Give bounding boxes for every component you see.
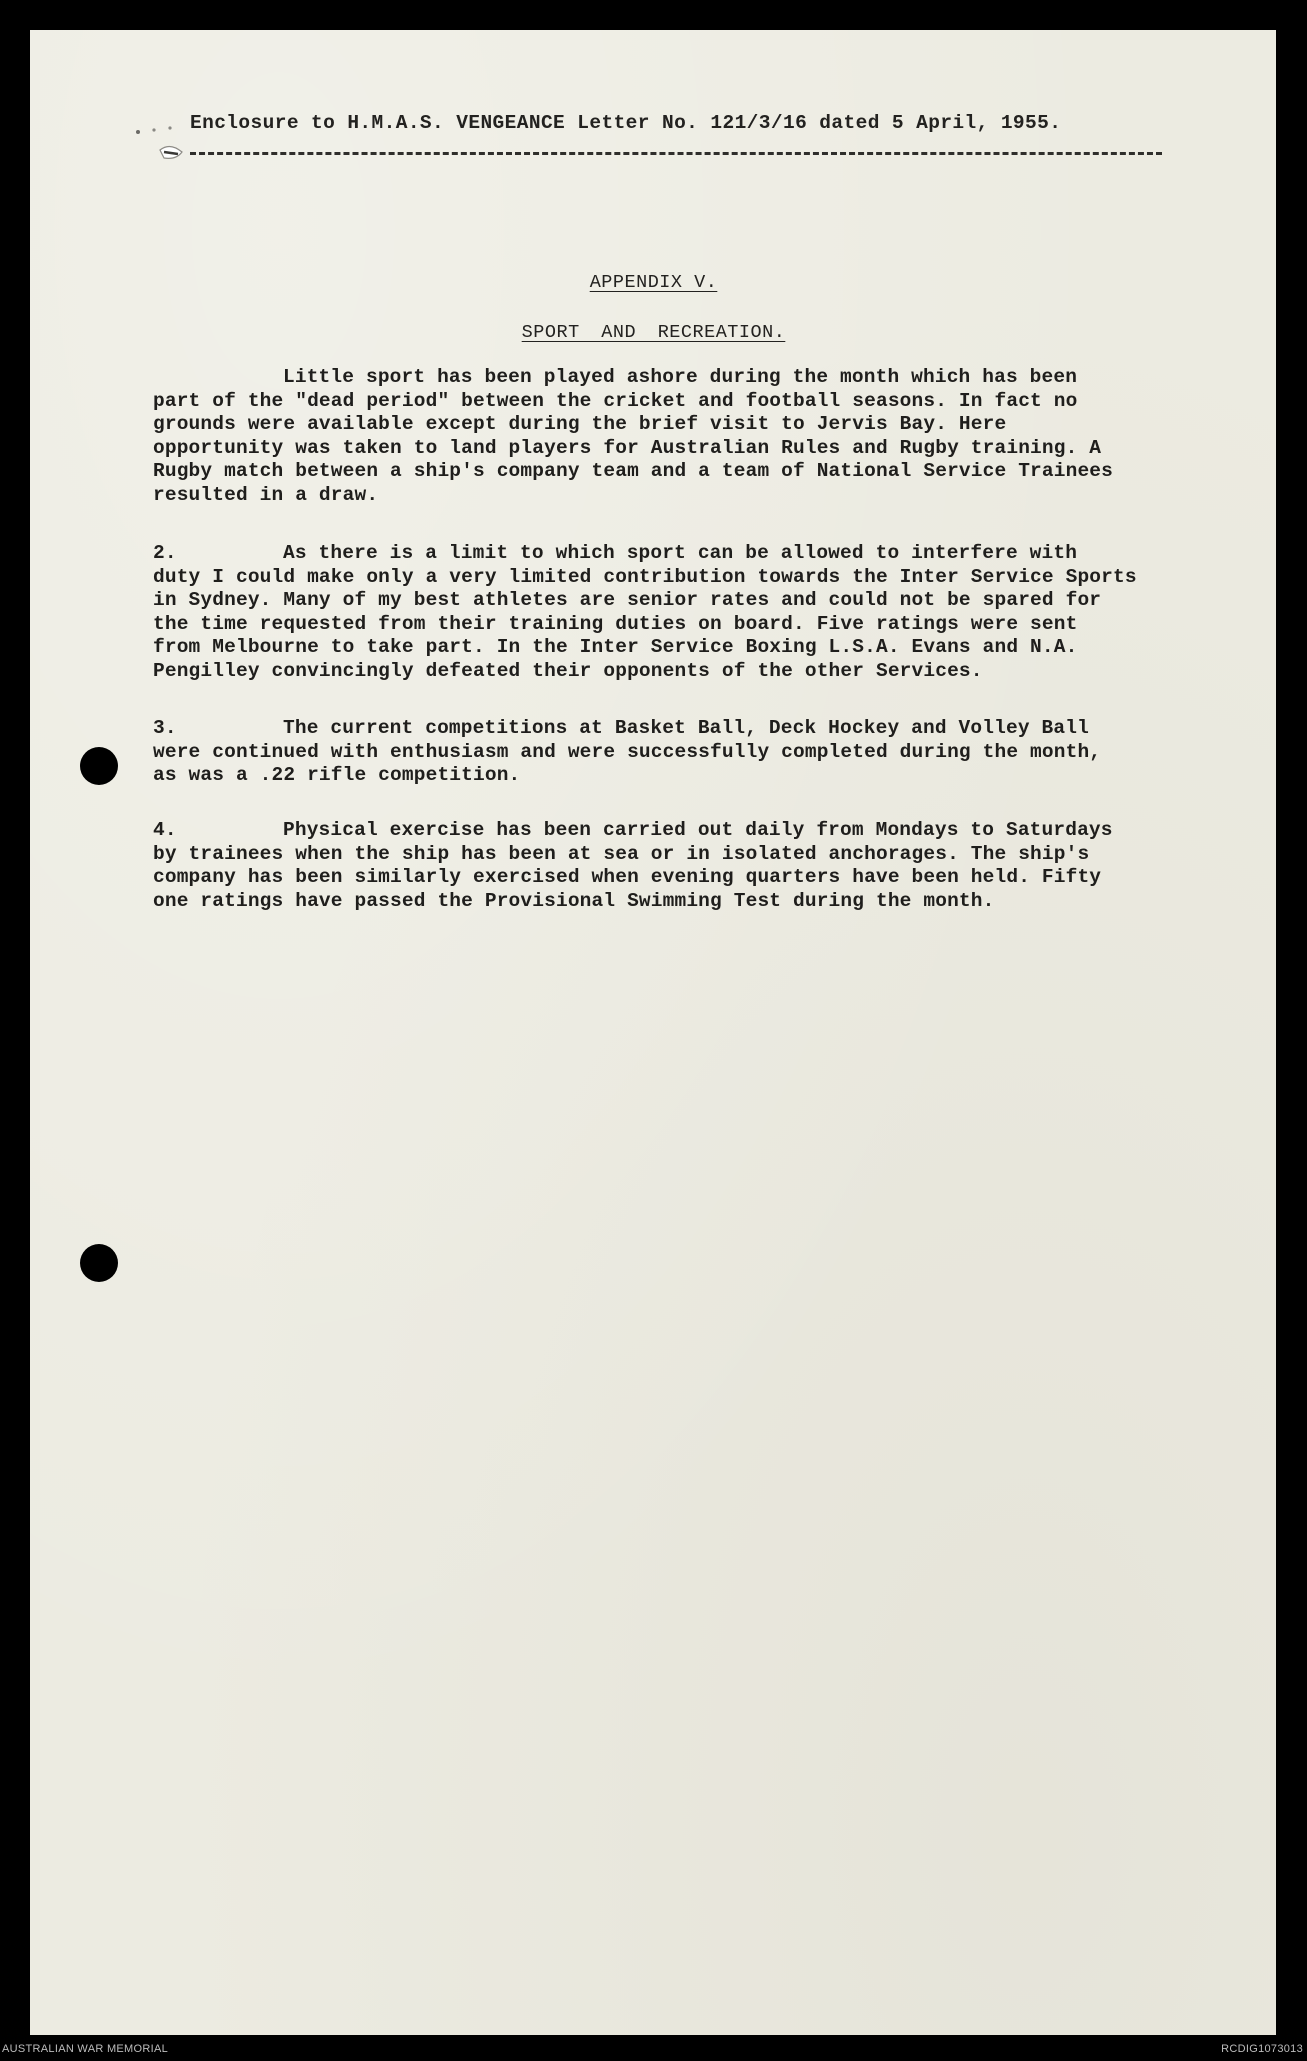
- paragraph-1: [153, 366, 1213, 507]
- paragraph-line: the time requested from their training duties on board. Five ratings were sent: [153, 612, 1078, 635]
- paragraph-number: 4.: [153, 819, 177, 841]
- paragraph-2: [153, 542, 1213, 683]
- archive-credit: AUSTRALIAN WAR MEMORIAL: [2, 2043, 169, 2055]
- paragraph-line: As there is a limit to which sport can be allowed to interfere with: [283, 542, 1078, 564]
- paragraph-line: part of the "dead period" between the cricket and football seasons. In fact no: [153, 389, 1078, 412]
- paragraph-line: were continued with enthusiasm and were successfully completed during the month,: [153, 740, 1102, 763]
- paragraph-line: as was a .22 rifle competition.: [153, 764, 521, 786]
- paragraph-line: by trainees when the ship has been at sea or in isolated anchorages. The ship's: [153, 842, 1090, 865]
- paragraph-line: Pengilley convincingly defeated their opponents of the other Services.: [153, 659, 983, 682]
- paragraph-line: Physical exercise has been carried out daily from Mondays to Saturdays: [283, 819, 1113, 841]
- paragraph-line: Little sport has been played ashore during the month which has been: [283, 366, 1078, 388]
- paragraph-line: company has been similarly exercised when evening quarters have been held. Fifty: [153, 866, 1102, 888]
- paragraph-number: 2.: [153, 542, 177, 564]
- paragraph-4: [153, 819, 1213, 913]
- paragraph-line: duty I could make only a very limited contribution towards the Inter Service Sports: [153, 565, 1137, 588]
- header-rule: [190, 152, 1162, 155]
- punch-hole: [80, 1244, 118, 1282]
- paragraph-line: The current competitions at Basket Ball, Deck Hockey and Volley Ball: [283, 717, 1089, 739]
- paragraph-line: one ratings have passed the Provisional Swimming Test during the month.: [153, 889, 995, 912]
- paragraph-line: Rugby match between a ship's company team and a team of National Service Trainees: [153, 460, 1114, 482]
- paragraph-line: resulted in a draw.: [153, 483, 379, 506]
- appendix-title: APPENDIX V.: [589, 272, 718, 293]
- paragraph-line: from Melbourne to take part. In the Inter Service Boxing L.S.A. Evans and N.A.: [153, 636, 1078, 658]
- paragraph-line: grounds were available except during the brief visit to Jervis Bay. Here: [153, 413, 1007, 435]
- document-header: Enclosure to H.M.A.S. VENGEANCE Letter No. 121/3/16 dated 5 April, 1955.: [190, 112, 1062, 134]
- paragraph-line: opportunity was taken to land players for Australian Rules and Rugby training. A: [153, 436, 1102, 459]
- paragraph-number: 3.: [153, 717, 177, 739]
- paragraph-line: in Sydney. Many of my best athletes are senior rates and could not be spared for: [153, 589, 1102, 611]
- section-title: SPORT AND RECREATION.: [521, 322, 786, 343]
- punch-hole: [80, 747, 118, 785]
- paragraph-3: [153, 717, 1213, 788]
- archive-id: RCDIG1073013: [1221, 2043, 1303, 2055]
